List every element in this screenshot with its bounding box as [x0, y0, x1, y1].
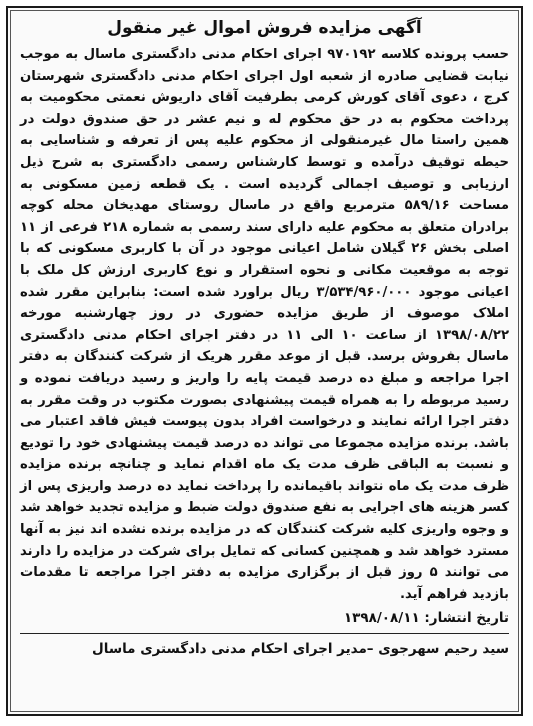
legal-notice — [6, 6, 523, 716]
signature-divider — [20, 633, 509, 634]
publication-date: تاریخ انتشار: ۱۳۹۸/۰۸/۱۱ — [343, 610, 509, 627]
notice-body: حسب پرونده کلاسه ۹۷۰۱۹۲ اجرای احکام مدنی دادگستری ماسال به موجب نیابت قضایی صادره از شعبه اول اجرای احکام مدنی دادگستری شهرستان کرج ، دعوی آقای کورش کرمی بطرفیت آقای داریوش نعمتی محکومیت به پرداخت محکوم به در حق محکوم له و نیم عشر در حق صندوق دولت در همین راستا مال غیرمنقولی از محکوم علیه پس از تعرفه و شناسایی به حیطه توقیف درآمده و توسط کارشناس رسمی دادگستری به شرح ذیل ارزیابی و توصیف اجمالی گردیده است . یک قطعه زمین مسکونی به مساحت ۵۸۹/۱۶ مترمربع واقع در ماسال روستای مهدیخان محله کوچه برادران متعلق به محکوم علیه دارای سند رسمی به شماره ۲۱۸ فرعی از ۱۱ اصلی بخش ۲۶ گیلان شامل اعیانی موجود در آن با کاربری مسکونی که با توجه به موقعیت مکانی و نحوه استقرار و نوع کاربری ارزش کل ملک با اعیانی موجود ۳/۵۳۴/۹۶۰/۰۰۰ ریال براورد شده است: بنابراین مقرر شده املاک موصوف از طریق مزایده حضوری در روز چهارشنبه مورخه ۱۳۹۸/۰۸/۲۲ از ساعت ۱۰ الی ۱۱ در دفتر اجرای احکام مدنی دادگستری ماسال بفروش برسد. قبل از موعد مقرر هریک از شرکت کنندگان به دفتر اجرا مراجعه و مبلغ ده درصد قیمت پایه را واریز و رسید دریافت نموده و رسید مربوطه را به همراه قیمت پیشنهادی بصورت مکتوب در وقت مقرر به دفتر اجرا ارائه نمایند و درخواست افراد بدون پیوست فیش فاقد اعتبار می باشد. برنده مزایده مجموعا می تواند ده درصد قیمت پیشنهادی خود را تودیع و نسبت به الباقی ظرف مدت یک ماه اقدام نماید و چنانچه برنده مزایده ظرف مدت یک ماه نتواند باقیمانده را پرداخت نماید ده درصد واریزی پس از کسر هزینه های اجرایی به نفع صندوق دولت ضبط و مزایده تجدید خواهد شد و وجوه واریزی کلیه شرکت کنندگان که در مزایده برنده نشده اند نیز به آنها مسترد خواهد شد و همچنین کسانی که تمایل برای شرکت در مزایده را دارند می توانند ۵ روز قبل از برگزاری مزایده به دفتر اجرا مراجعه تا مقدمات بازدید فراهم آید. — [20, 47, 510, 602]
notice-title: آگهی مزایده فروش اموال غیر منقول — [107, 18, 422, 38]
signature-line: سید رحیم سهرجوی –مدیر اجرای احکام مدنی دادگستری ماسال — [92, 641, 509, 658]
